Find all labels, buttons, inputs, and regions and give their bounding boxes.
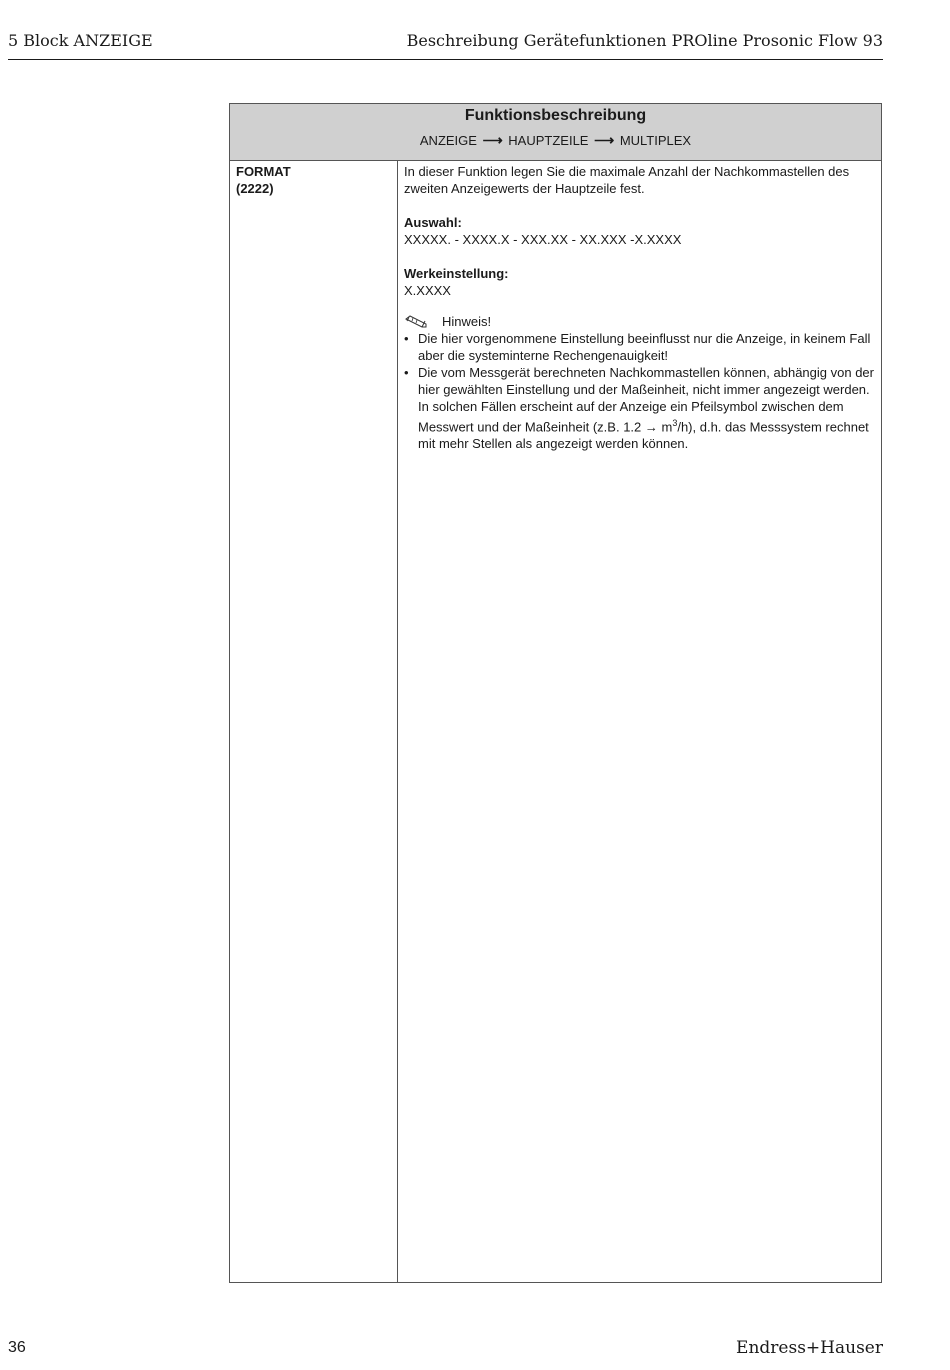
brand-logo: Endress+Hauser <box>736 1338 883 1358</box>
default-label: Werkeinstellung: <box>404 266 509 281</box>
document-title: Beschreibung Gerätefunktionen PROline Prosonic Flow 93 <box>406 31 883 50</box>
path-item-multiplex: MULTIPLEX <box>619 133 692 148</box>
note-label: Hinweis! <box>442 314 492 329</box>
table-header <box>230 104 881 161</box>
function-name: FORMAT <box>236 164 291 179</box>
section-title: 5 Block ANZEIGE <box>8 31 153 50</box>
menu-path <box>230 132 881 149</box>
default-value: X.XXXX <box>404 283 451 298</box>
function-code: (2222) <box>236 181 274 196</box>
note-text: Die vom Messgerät berechneten Nachkommastellen können, abhängig von der hier gewählten Einstellung und der Maßeinheit, nicht immer angezeigt werden. In solchen Fällen erscheint auf der Anzeige ein Pfeilsymbol zwischen dem Messwert und der Maßeinheit (z.B. 1.2 → m <box>418 365 874 435</box>
description-text: In dieser Funktion legen Sie die maximale Anzahl der Nachkommastellen des zweiten Anzeigewerts der Hauptzeile fest. <box>404 164 850 196</box>
arrow-right-icon: ⟶ <box>594 132 615 148</box>
function-description-cell <box>404 163 876 452</box>
function-table <box>229 103 882 1283</box>
pencil-icon <box>404 315 430 329</box>
path-item-anzeige: ANZEIGE <box>419 133 477 148</box>
selection-label: Auswahl: <box>404 215 462 230</box>
path-item-hauptzeile: HAUPTZEILE <box>508 133 589 148</box>
note-heading <box>404 313 876 330</box>
page-number: 36 <box>8 1339 26 1356</box>
table-title: Funktionsbeschreibung <box>464 107 647 124</box>
running-header <box>8 31 883 60</box>
note-text-continued: /h), d.h. das Messsystem rechnet mit mehr Stellen als angezeigt werden können. <box>418 419 869 452</box>
arrow-right-icon: ⟶ <box>482 132 503 148</box>
unit-exponent: 3 <box>672 418 678 428</box>
note-list <box>404 330 876 452</box>
list-item <box>404 364 876 452</box>
list-item: • Die hier vorgenommene Einstellung beeinflusst nur die Anzeige, in keinem Fall aber die systeminterne Rechengenauigkeit! <box>404 330 876 364</box>
column-divider <box>397 161 398 1282</box>
selection-value: XXXXX. - XXXX.X - XXX.XX - XX.XXX -X.XXXX <box>404 232 682 247</box>
function-name-cell <box>236 163 291 197</box>
